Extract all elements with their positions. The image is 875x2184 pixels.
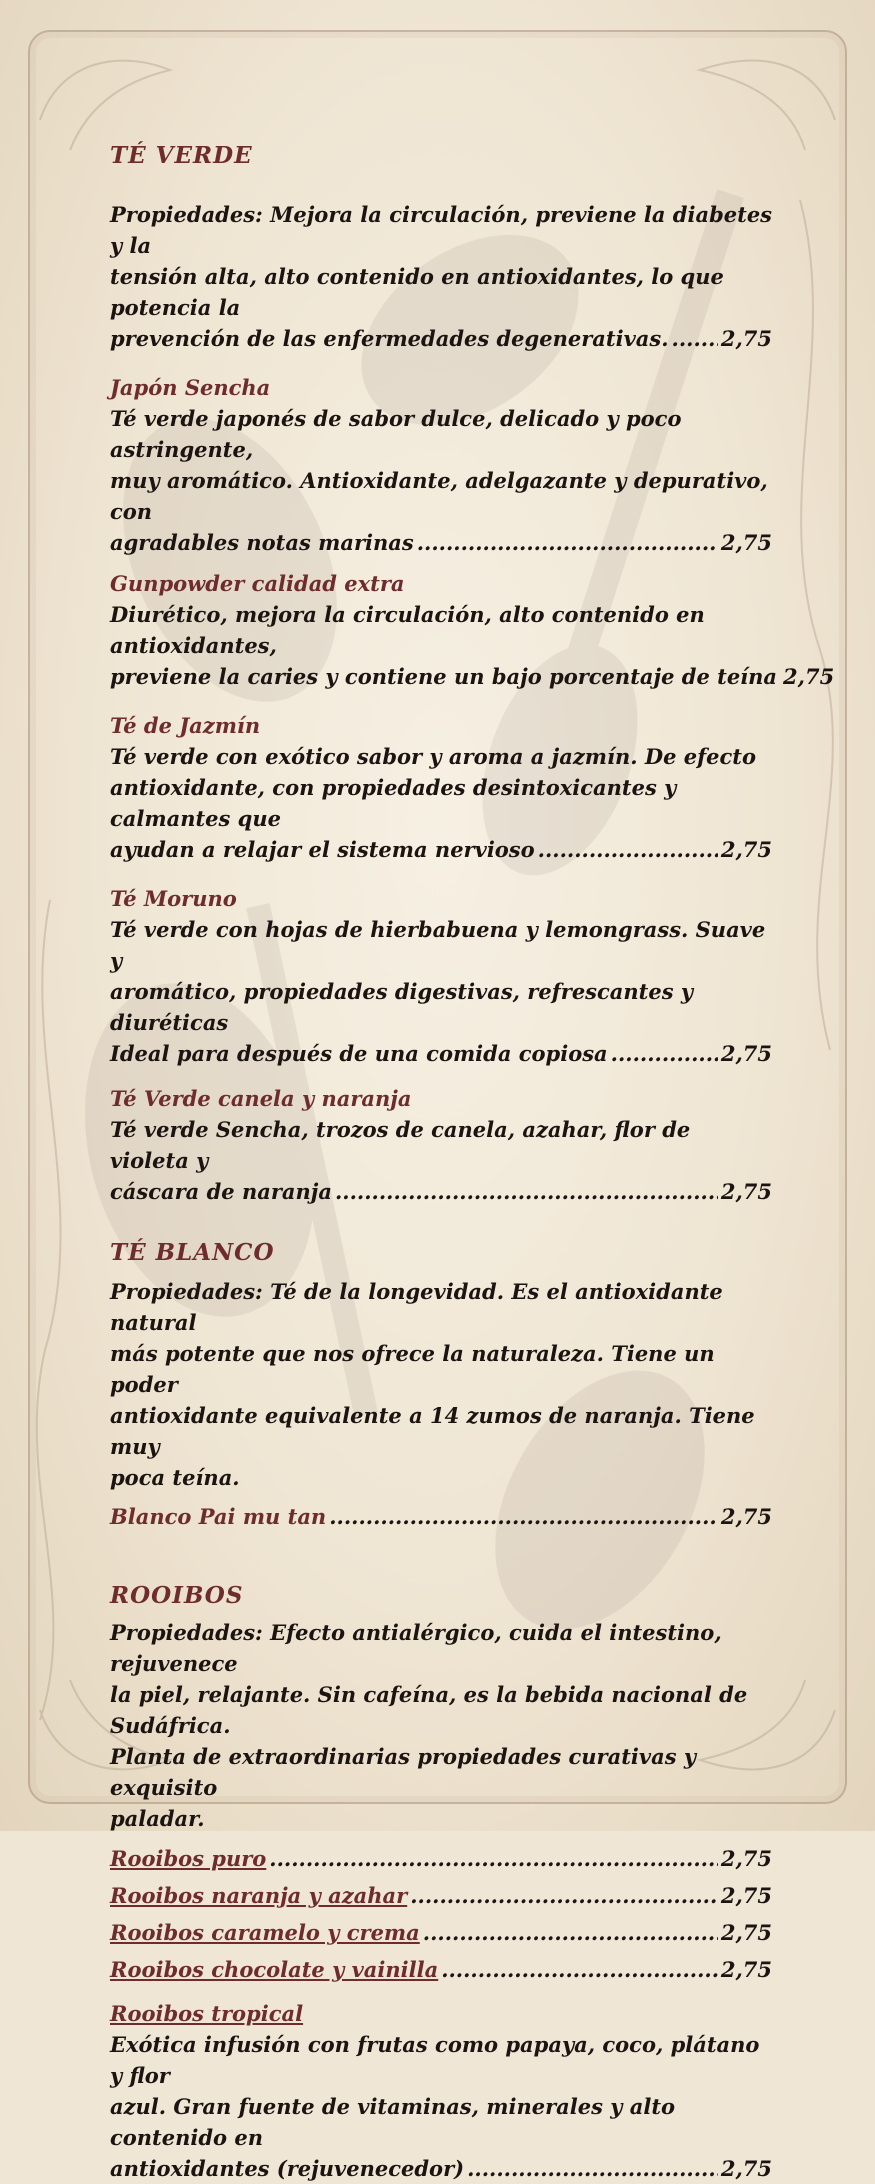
description-line: antioxidante equivalente a 14 zumos de naranja. Tiene muy — [110, 1403, 755, 1459]
item-name — [110, 1998, 772, 2029]
price: 2,75 — [720, 1846, 772, 1871]
description-line: Té verde con exótico sabor y aroma a jazmín. De efecto — [110, 744, 757, 769]
section-description — [110, 199, 772, 354]
description-line: Propiedades: Té de la longevidad. Es el antioxidante natural — [110, 1279, 723, 1335]
price-line — [110, 661, 835, 692]
description-line: Ideal para después de una comida copiosa — [110, 1041, 608, 1066]
price-line — [110, 323, 772, 354]
description-line: previene la caries y contiene un bajo porcentaje de teína — [110, 664, 778, 689]
price: 2,75 — [720, 1957, 772, 1982]
description-line: la piel, relajante. Sin cafeína, es la bebida nacional de Sudáfrica. — [110, 1682, 748, 1738]
item-description — [110, 914, 772, 1069]
section-rooibos — [110, 1580, 772, 2184]
description-line: Propiedades: Efecto antialérgico, cuida el intestino, rejuvenece — [110, 1620, 722, 1676]
price: 2,75 — [720, 1179, 772, 1204]
description-line: azul. Gran fuente de vitaminas, minerales y alto contenido en — [110, 2094, 676, 2150]
description-line: poca teína. — [110, 1465, 240, 1490]
section-te-blanco — [110, 1237, 772, 1532]
price: 2,75 — [720, 837, 772, 862]
item-name: Rooibos chocolate y vainilla — [110, 1957, 439, 1982]
dot-leader — [467, 2153, 718, 2184]
menu-item-te-moruno — [110, 883, 772, 1069]
item-name: Blanco Pai mu tan — [110, 1504, 327, 1529]
section-te-verde — [110, 140, 835, 1207]
price: 2,75 — [720, 1504, 772, 1529]
price-line — [110, 527, 772, 558]
list-item — [110, 1877, 772, 1914]
price: 2,75 — [720, 2156, 772, 2181]
price: 2,75 — [783, 664, 835, 689]
description-line: ayudan a relajar el sistema nervioso — [110, 837, 535, 862]
list-item — [110, 1951, 772, 1988]
menu-item-te-verde-canela-naranja — [110, 1083, 772, 1207]
item-description — [110, 403, 772, 558]
dot-leader — [611, 1038, 718, 1069]
dot-leader — [410, 1877, 718, 1914]
price: 2,75 — [720, 1041, 772, 1066]
item-description — [110, 1114, 772, 1207]
dot-leader — [423, 1914, 718, 1951]
description-line: muy aromático. Antioxidante, adelgazante y depurativo, con — [110, 468, 768, 524]
description-line: tensión alta, alto contenido en antioxidantes, lo que potencia la — [110, 264, 724, 320]
menu-item-gunpowder — [110, 568, 835, 692]
price-line — [110, 2153, 772, 2184]
item-name: Rooibos naranja y azahar — [110, 1883, 408, 1908]
item-name: Té Moruno — [110, 886, 237, 911]
description-line: aromático, propiedades digestivas, refrescantes y diuréticas — [110, 979, 694, 1035]
item-description — [110, 2029, 772, 2184]
menu-item-te-de-jazmin — [110, 710, 772, 865]
description-line: Té verde japonés de sabor dulce, delicado y poco astringente, — [110, 406, 682, 462]
description-line: Té verde con hojas de hierbabuena y lemongrass. Suave y — [110, 917, 766, 973]
list-item — [110, 1840, 772, 1877]
rooibos-list — [110, 1840, 772, 1988]
description-line: Propiedades: Mejora la circulación, previene la diabetes y la — [110, 202, 773, 258]
item-name: Gunpowder calidad extra — [110, 571, 405, 596]
price-line — [110, 1176, 772, 1207]
dot-leader — [672, 323, 718, 354]
menu-item-blanco-pai-mu-tan — [110, 1501, 772, 1532]
list-item — [110, 1914, 772, 1951]
item-name-text: Rooibos tropical — [110, 2001, 304, 2026]
description-line: agradables notas marinas — [110, 530, 414, 555]
item-name: Rooibos caramelo y crema — [110, 1920, 420, 1945]
menu-item-japon-sencha — [110, 372, 772, 558]
description-line: Diurético, mejora la circulación, alto contenido en antioxidantes, — [110, 602, 705, 658]
price-line — [110, 834, 772, 865]
dot-leader — [538, 834, 718, 865]
description-line: paladar. — [110, 1806, 205, 1831]
section-description — [110, 1617, 772, 1834]
description-line: más potente que nos ofrece la naturaleza. Tiene un poder — [110, 1341, 715, 1397]
price: 2,75 — [720, 326, 772, 351]
item-name: Té de Jazmín — [110, 713, 261, 738]
description-line: prevención de las enfermedades degenerativas. — [110, 326, 669, 351]
description-line: cáscara de naranja — [110, 1179, 332, 1204]
price-line — [110, 1038, 772, 1069]
description-line: Planta de extraordinarias propiedades curativas y exquisito — [110, 1744, 697, 1800]
section-title-te-blanco: TÉ BLANCO — [110, 1239, 275, 1266]
dot-leader — [441, 1951, 718, 1988]
price: 2,75 — [720, 1883, 772, 1908]
price: 2,75 — [720, 1920, 772, 1945]
dot-leader — [269, 1840, 718, 1877]
menu-item-rooibos-tropical — [110, 1998, 772, 2184]
section-description — [110, 1276, 772, 1493]
price: 2,75 — [720, 530, 772, 555]
description-line: antioxidantes (rejuvenecedor) — [110, 2156, 465, 2181]
dot-leader — [329, 1501, 718, 1532]
tea-menu-content — [110, 140, 835, 2184]
dot-leader — [417, 527, 718, 558]
section-title-rooibos: ROOIBOS — [110, 1582, 244, 1609]
description-line: antioxidante, con propiedades desintoxicantes y calmantes que — [110, 775, 677, 831]
item-name: Rooibos puro — [110, 1846, 267, 1871]
item-name: Té Verde canela y naranja — [110, 1086, 412, 1111]
item-description — [110, 599, 835, 692]
section-title-te-verde: TÉ VERDE — [110, 142, 253, 169]
description-line: Exótica infusión con frutas como papaya, coco, plátano y flor — [110, 2032, 760, 2088]
description-line: Té verde Sencha, trozos de canela, azahar, flor de violeta y — [110, 1117, 691, 1173]
item-name: Japón Sencha — [110, 375, 271, 400]
dot-leader — [335, 1176, 718, 1207]
item-description — [110, 741, 772, 865]
